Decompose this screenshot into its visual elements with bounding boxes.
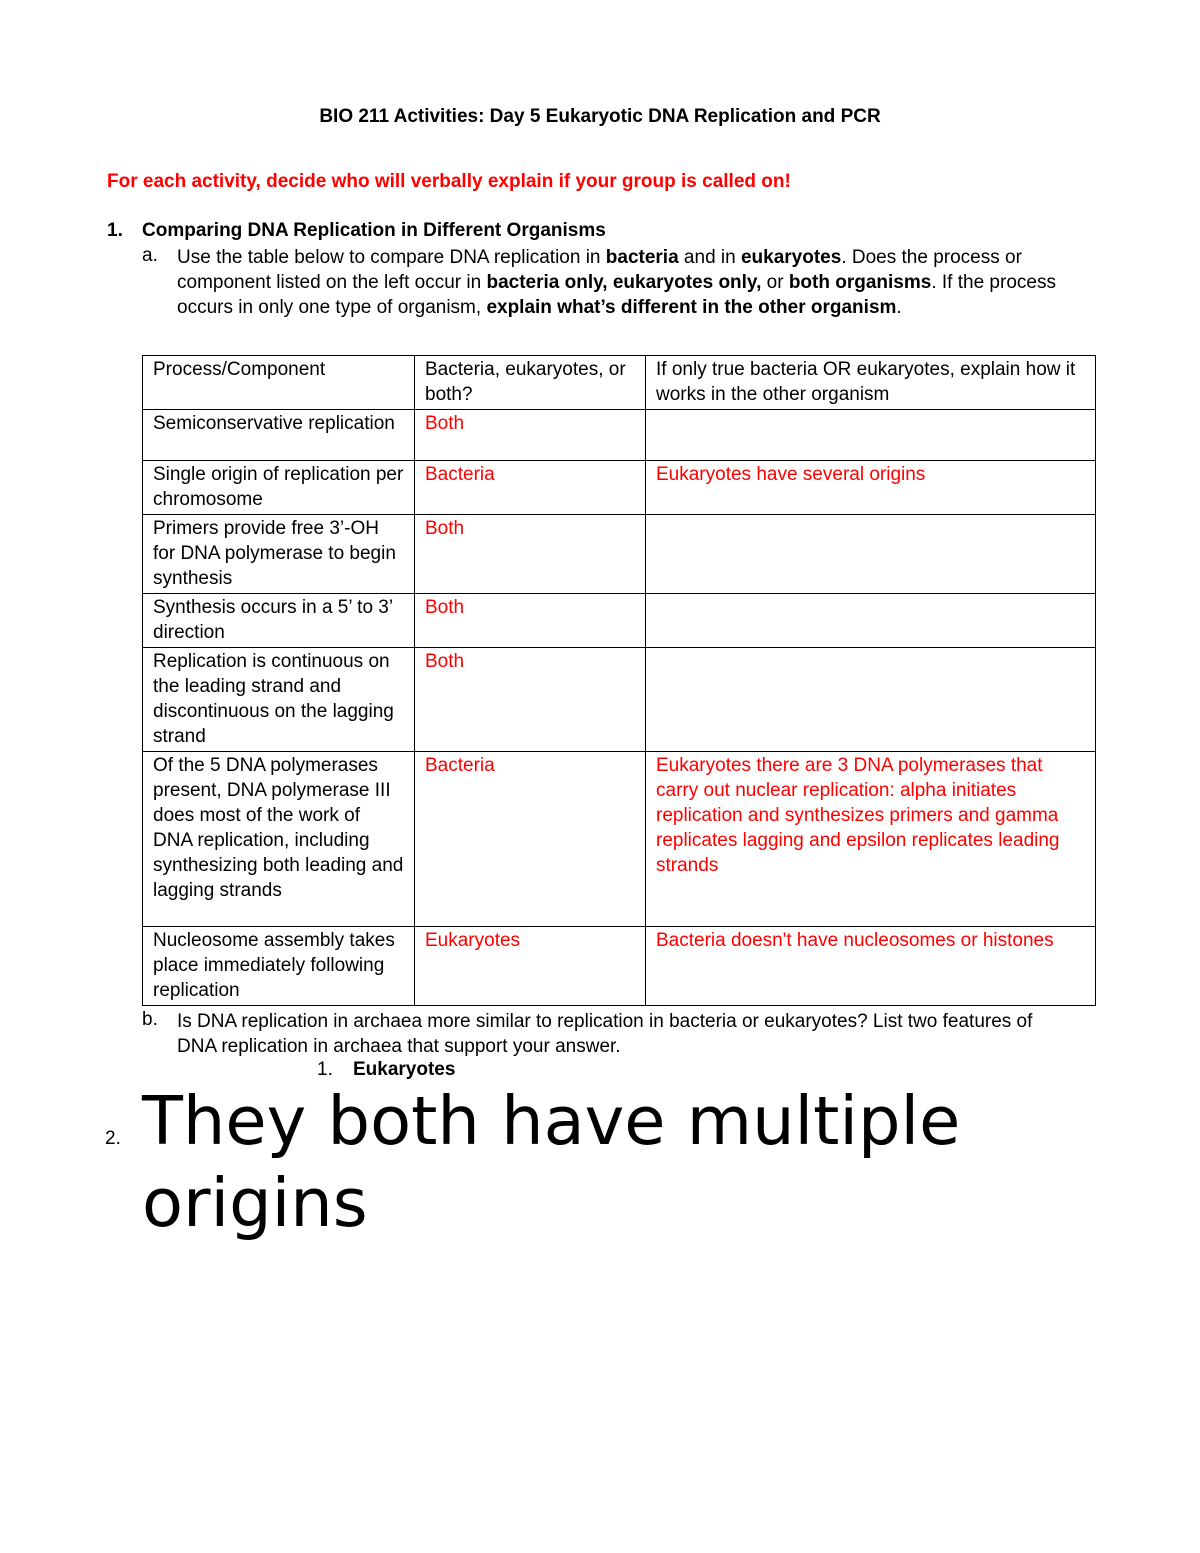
table-row bbox=[143, 515, 1096, 594]
question-number: 1. bbox=[107, 220, 123, 241]
header-explanation: If only true bacteria OR eukaryotes, explain how it works in the other organism bbox=[646, 356, 1096, 410]
process-cell: Primers provide free 3’-OH for DNA polymerase to begin synthesis bbox=[143, 515, 415, 594]
part-b-prompt: Is DNA replication in archaea more similar to replication in bacteria or eukaryotes? List two features of DNA replication in archaea that support your answer. bbox=[177, 1011, 1033, 1057]
answer-cell: Both bbox=[415, 515, 646, 594]
explanation-cell bbox=[646, 594, 1096, 648]
table-row bbox=[143, 752, 1096, 927]
header-organism: Bacteria, eukaryotes, or both? bbox=[415, 356, 646, 410]
answer-cell: Eukaryotes bbox=[415, 927, 646, 1006]
process-cell: Semiconservative replication bbox=[143, 410, 415, 461]
answer-1 bbox=[317, 1059, 455, 1081]
answer-cell: Both bbox=[415, 594, 646, 648]
answer-cell: Both bbox=[415, 648, 646, 752]
header-process: Process/Component bbox=[143, 356, 415, 410]
page-title: BIO 211 Activities: Day 5 Eukaryotic DNA Replication and PCR bbox=[319, 106, 881, 127]
process-cell: Of the 5 DNA polymerases present, DNA polymerase III does most of the work of DNA replication, including synthesizing both leading and lagging strands bbox=[143, 752, 415, 927]
table-row bbox=[143, 461, 1096, 515]
part-a-prompt: Use the table below to compare DNA replication in bacteria and in eukaryotes. Does the process or component listed on the left occur in bacteria only, eukaryotes only, or both organisms. If the process occurs in only one type of organism, explain what’s different in the other organism. bbox=[177, 247, 1056, 318]
process-cell: Replication is continuous on the leading strand and discontinuous on the lagging strand bbox=[143, 648, 415, 752]
explanation-cell bbox=[646, 648, 1096, 752]
explanation-cell: Eukaryotes there are 3 DNA polymerases that carry out nuclear replication: alpha initiates replication and synthesizes primers and gamma replicates lagging and epsilon replicates leading strands bbox=[646, 752, 1096, 927]
question-heading: Comparing DNA Replication in Different Organisms bbox=[142, 220, 606, 241]
answer-2-number: 2. bbox=[105, 1128, 121, 1149]
comparison-table bbox=[142, 355, 1096, 1006]
explanation-cell bbox=[646, 410, 1096, 461]
process-cell: Nucleosome assembly takes place immediately following replication bbox=[143, 927, 415, 1006]
table-row bbox=[143, 594, 1096, 648]
part-a-letter: a. bbox=[142, 245, 158, 266]
answer-cell: Bacteria bbox=[415, 461, 646, 515]
part-b-letter: b. bbox=[142, 1009, 158, 1030]
process-cell: Synthesis occurs in a 5’ to 3’ direction bbox=[143, 594, 415, 648]
answer-cell: Bacteria bbox=[415, 752, 646, 927]
table-row bbox=[143, 410, 1096, 461]
answer-2-text: They both have multiple origins bbox=[142, 1082, 961, 1242]
table-row bbox=[143, 927, 1096, 1006]
answer-cell: Both bbox=[415, 410, 646, 461]
table-header-row bbox=[143, 356, 1096, 410]
answer-1-text: Eukaryotes bbox=[353, 1059, 456, 1080]
process-cell: Single origin of replication per chromosome bbox=[143, 461, 415, 515]
table-row bbox=[143, 648, 1096, 752]
answer-1-number: 1. bbox=[317, 1059, 333, 1080]
explanation-cell bbox=[646, 515, 1096, 594]
explanation-cell: Eukaryotes have several origins bbox=[646, 461, 1096, 515]
group-instruction: For each activity, decide who will verbally explain if your group is called on! bbox=[107, 171, 791, 192]
explanation-cell: Bacteria doesn't have nucleosomes or histones bbox=[646, 927, 1096, 1006]
